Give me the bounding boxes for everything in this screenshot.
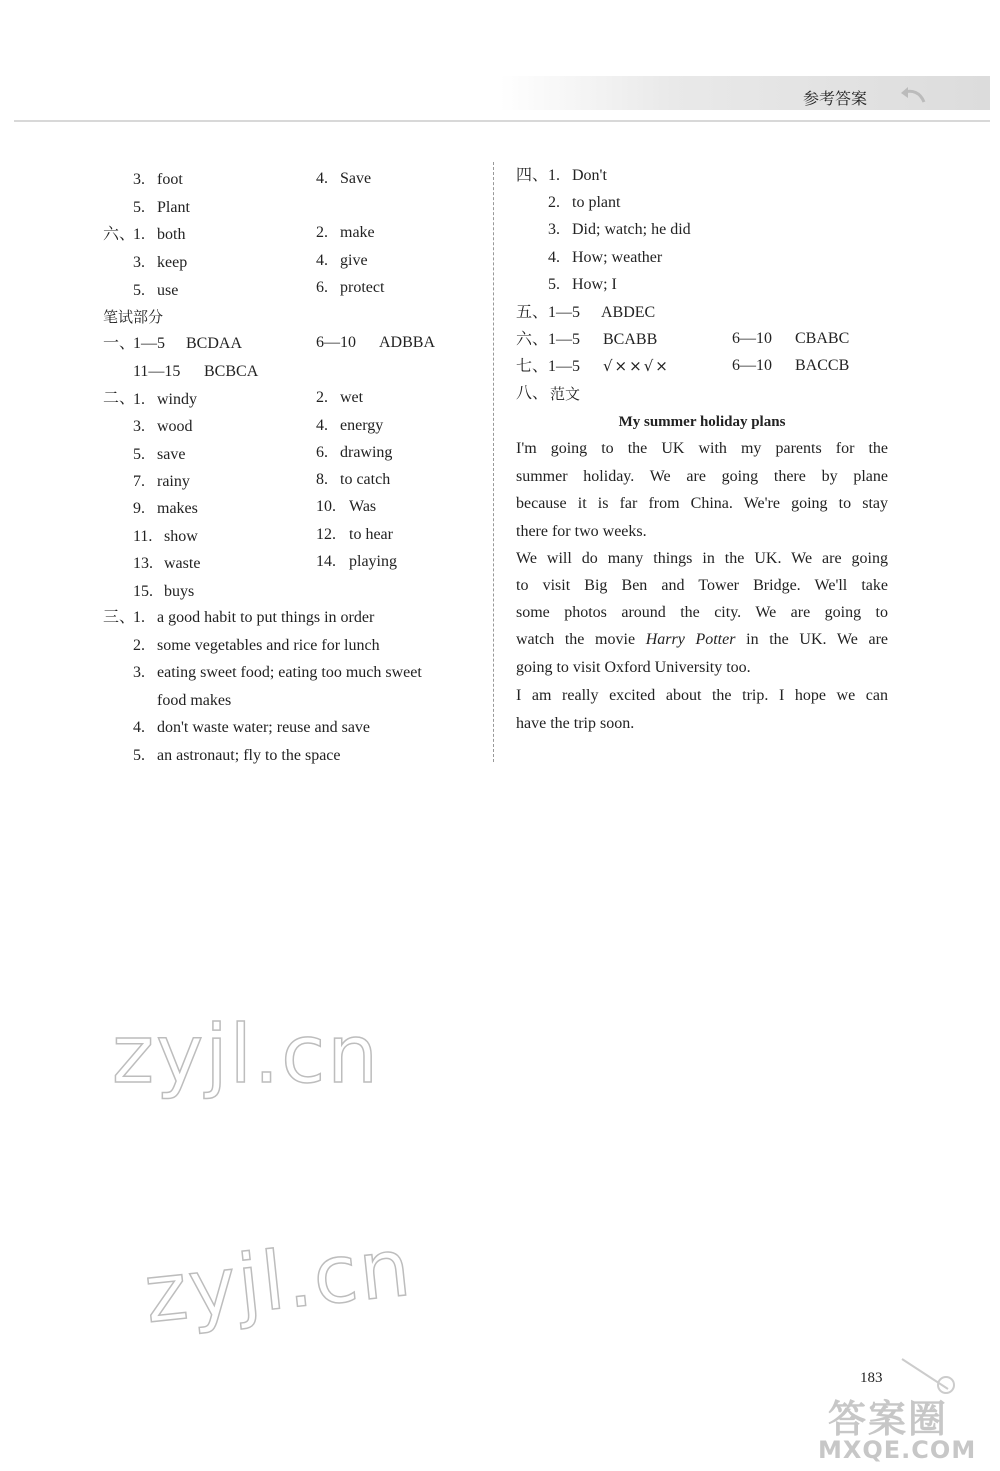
header-title: 参考答案 bbox=[803, 89, 868, 108]
item-number: 14. bbox=[316, 553, 336, 570]
item-number: 1. bbox=[548, 167, 560, 184]
item-number: 5. bbox=[133, 446, 145, 463]
item-range: 1—5 bbox=[548, 358, 580, 375]
essay-text: in the UK. We are bbox=[735, 631, 888, 648]
answer: BCDAA bbox=[186, 335, 243, 352]
item-number: 3. bbox=[548, 221, 560, 238]
section-label: 五、 bbox=[516, 304, 549, 321]
column-divider bbox=[493, 162, 494, 762]
answer: to catch bbox=[340, 471, 391, 488]
section-label: 二、 bbox=[103, 390, 136, 407]
answer: don't waste water; reuse and save bbox=[157, 719, 371, 736]
answer: protect bbox=[340, 279, 385, 296]
item-number: 4. bbox=[316, 252, 328, 269]
essay-line bbox=[516, 630, 888, 650]
item-number: 10. bbox=[316, 498, 336, 515]
item-number: 5. bbox=[548, 276, 560, 293]
item-number: 7. bbox=[133, 473, 145, 490]
answer: use bbox=[157, 282, 179, 299]
answer: How; I bbox=[572, 276, 617, 293]
item-number: 2. bbox=[316, 224, 328, 241]
corner-logo-chars: 答案圈 bbox=[828, 1397, 949, 1441]
page-number: 183 bbox=[860, 1370, 883, 1386]
section-label: 三、 bbox=[103, 609, 136, 626]
item-number: 5. bbox=[133, 282, 145, 299]
essay-line: some photos around the city. We are going to bbox=[516, 604, 888, 621]
item-range: 6—10 bbox=[732, 357, 772, 374]
answer: Plant bbox=[157, 199, 190, 216]
item-number: 1. bbox=[133, 609, 145, 626]
item-range: 11—15 bbox=[133, 363, 181, 380]
answer: show bbox=[164, 528, 198, 545]
answer: Was bbox=[349, 498, 377, 515]
item-number: 12. bbox=[316, 526, 336, 543]
answer: make bbox=[340, 224, 375, 241]
essay-line: to visit Big Ben and Tower Bridge. We'll take bbox=[516, 577, 888, 594]
item-number: 9. bbox=[133, 500, 145, 517]
answer: rainy bbox=[157, 473, 190, 490]
item-number: 1. bbox=[133, 391, 145, 408]
answer: waste bbox=[164, 555, 201, 572]
section-label: 四、 bbox=[516, 167, 549, 184]
essay-line: I am really excited about the trip. I hope we can bbox=[516, 687, 888, 704]
essay-title: My summer holiday plans bbox=[618, 414, 786, 430]
answer: to plant bbox=[572, 194, 621, 211]
item-number: 2. bbox=[316, 389, 328, 406]
item-number: 6. bbox=[316, 279, 328, 296]
item-range: 1—5 bbox=[548, 304, 580, 321]
answer: wood bbox=[157, 418, 193, 435]
essay-line: have the trip soon. bbox=[516, 715, 635, 732]
sample-essay-heading: 范文 bbox=[550, 385, 581, 403]
answer: wet bbox=[340, 389, 364, 406]
item-number: 8. bbox=[316, 471, 328, 488]
answer: Save bbox=[340, 170, 372, 187]
answer: How; weather bbox=[572, 249, 663, 266]
watermark: zyjl.cn bbox=[140, 1220, 417, 1341]
section-label: 六、 bbox=[103, 226, 136, 243]
item-range: 1—5 bbox=[548, 331, 580, 348]
answer: BCBCA bbox=[204, 363, 259, 380]
item-number: 5. bbox=[133, 199, 145, 216]
item-number: 5. bbox=[133, 747, 145, 764]
answer: a good habit to put things in order bbox=[157, 609, 375, 626]
item-number: 4. bbox=[316, 417, 328, 434]
written-section-heading: 笔试部分 bbox=[103, 308, 164, 326]
item-number: 4. bbox=[316, 170, 328, 187]
answer: some vegetables and rice for lunch bbox=[157, 637, 380, 654]
section-label: 八、 bbox=[516, 385, 549, 402]
answer: buys bbox=[164, 583, 195, 600]
item-number: 1. bbox=[133, 226, 145, 243]
answer-continued: food makes bbox=[157, 692, 232, 709]
answer: √××√× bbox=[603, 357, 670, 375]
essay-line: I'm going to the UK with my parents for the bbox=[516, 440, 888, 457]
section-label: 一、 bbox=[103, 335, 136, 352]
item-number: 4. bbox=[133, 719, 145, 736]
answer: Did; watch; he did bbox=[572, 221, 691, 238]
answer: playing bbox=[349, 553, 397, 570]
item-number: 6. bbox=[316, 444, 328, 461]
corner-logo-url: MXQE.COM bbox=[818, 1436, 977, 1464]
answer: both bbox=[157, 226, 186, 243]
item-number: 3. bbox=[133, 254, 145, 271]
answer: CBABC bbox=[795, 330, 850, 347]
watermark: zyjl.cn bbox=[112, 1008, 380, 1101]
answer: makes bbox=[157, 500, 198, 517]
answer: ADBBA bbox=[379, 334, 436, 351]
section-label: 六、 bbox=[516, 331, 549, 348]
answer: drawing bbox=[340, 444, 393, 461]
item-number: 3. bbox=[133, 664, 145, 681]
answer: eating sweet food; eating too much sweet bbox=[157, 664, 422, 681]
item-number: 3. bbox=[133, 171, 145, 188]
answer: give bbox=[340, 252, 368, 269]
item-number: 3. bbox=[133, 418, 145, 435]
item-number: 2. bbox=[133, 637, 145, 654]
answer: BACCB bbox=[795, 357, 850, 374]
answer: BCABB bbox=[603, 331, 658, 348]
essay-text: watch the movie bbox=[516, 631, 646, 648]
item-number: 11. bbox=[133, 528, 153, 545]
answer: windy bbox=[157, 391, 197, 408]
item-number: 15. bbox=[133, 583, 153, 600]
answer: save bbox=[157, 446, 186, 463]
answer: keep bbox=[157, 254, 188, 271]
answer: foot bbox=[157, 171, 183, 188]
movie-title: Harry Potter bbox=[645, 631, 736, 648]
curved-arrow-icon bbox=[898, 84, 926, 106]
item-number: 13. bbox=[133, 555, 153, 572]
item-range: 6—10 bbox=[316, 334, 356, 351]
answer: to hear bbox=[349, 526, 393, 543]
answer: ABDEC bbox=[601, 304, 656, 321]
answer: an astronaut; fly to the space bbox=[157, 747, 341, 764]
header-rule bbox=[14, 120, 990, 122]
section-label: 七、 bbox=[516, 358, 549, 375]
essay-line: summer holiday. We are going there by plane bbox=[516, 468, 888, 485]
essay-line: there for two weeks. bbox=[516, 523, 647, 540]
essay-line: We will do many things in the UK. We are going bbox=[516, 550, 888, 567]
item-range: 1—5 bbox=[133, 335, 165, 352]
item-number: 4. bbox=[548, 249, 560, 266]
essay-line: because it is far from China. We're going to stay bbox=[516, 495, 888, 512]
answer: Don't bbox=[572, 167, 607, 184]
item-number: 2. bbox=[548, 194, 560, 211]
item-range: 6—10 bbox=[732, 330, 772, 347]
answer: energy bbox=[340, 417, 384, 434]
essay-line: going to visit Oxford University too. bbox=[516, 659, 751, 676]
